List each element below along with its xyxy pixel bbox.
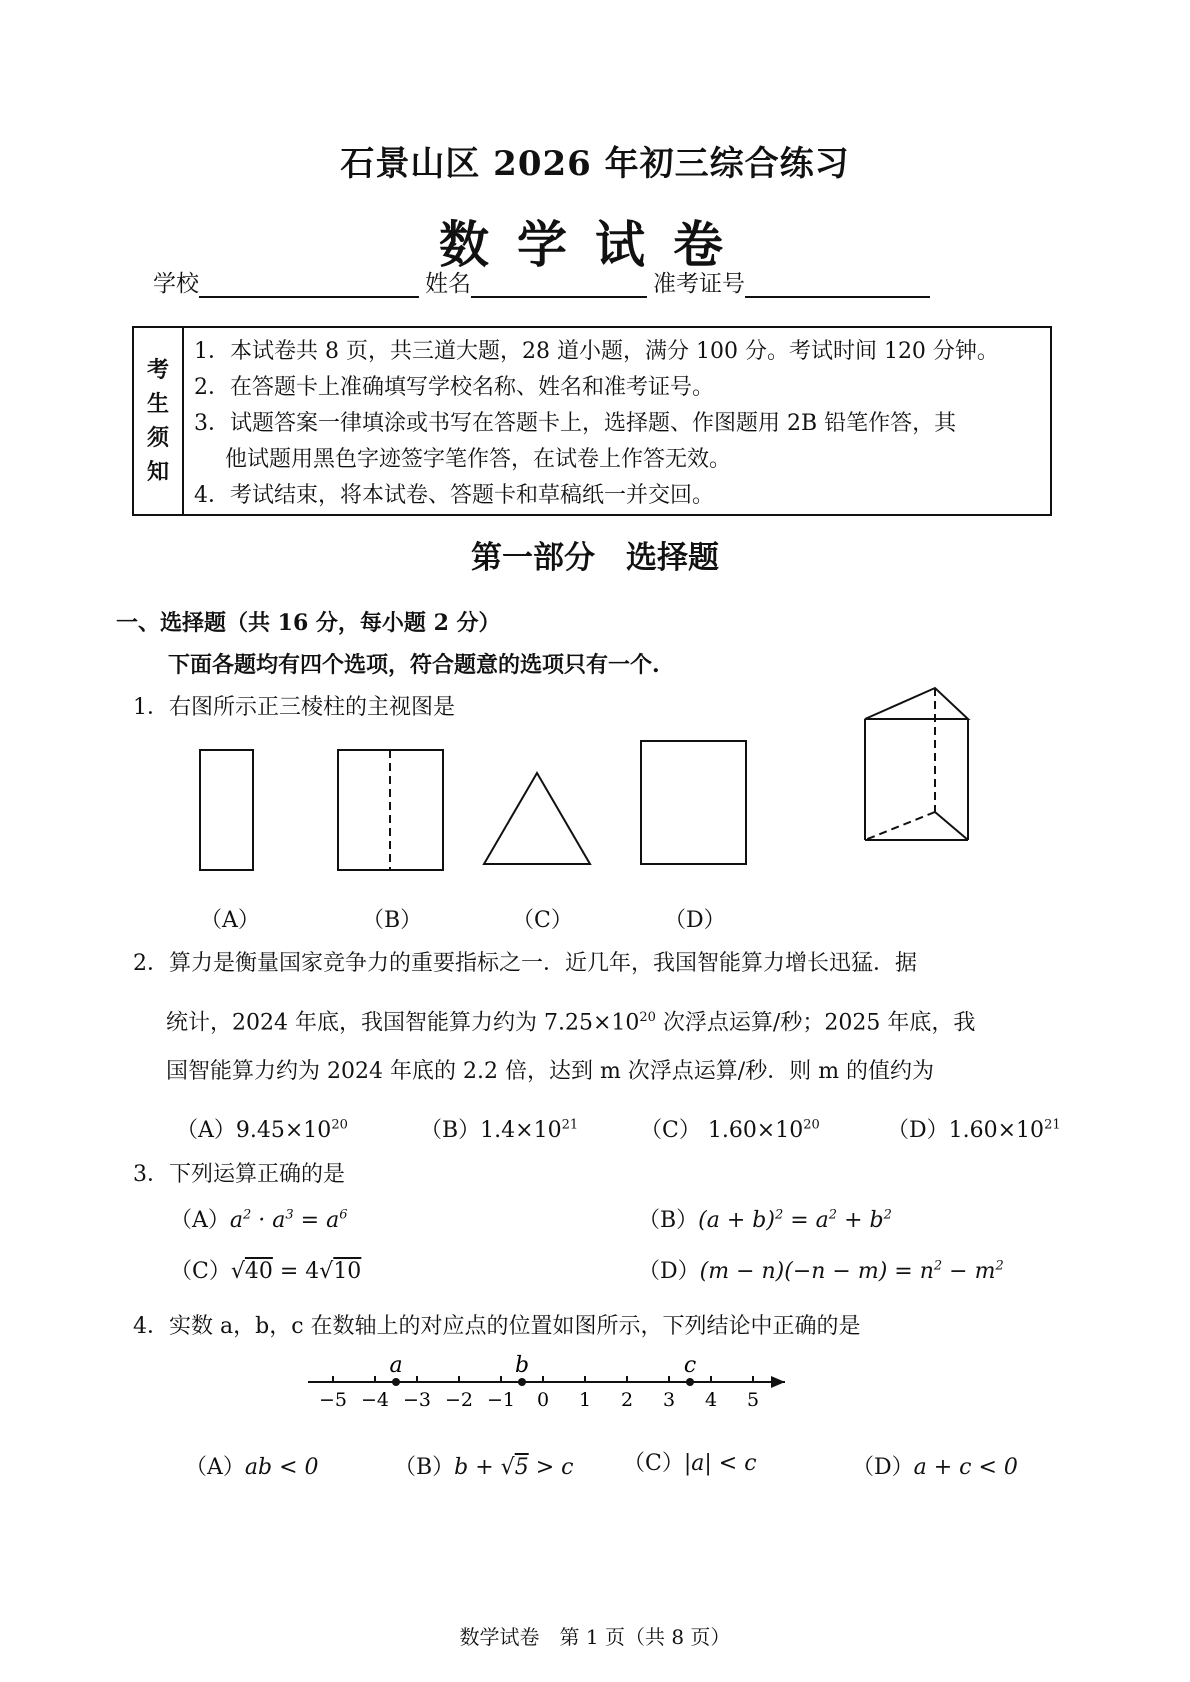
notice-side-char: 知 — [146, 459, 169, 485]
q3-option-a-expr: $a^2 \cdot a^3 = a^6$ — [229, 1207, 348, 1233]
q2-option-a — [176, 1113, 348, 1144]
q1-option-a: （A） — [200, 908, 260, 933]
q1-stem: 1．右图所示正三棱柱的主视图是 — [133, 695, 455, 720]
number-line-point-b — [518, 1378, 526, 1386]
exam-subtitle: 石景山区 2026 年初三综合练习 — [340, 144, 850, 184]
notice-item: 4．考试结束，将本试卷、答题卡和草稿纸一并交回。 — [194, 483, 714, 508]
school-field[interactable] — [199, 274, 419, 298]
q2-line-2-b: 次浮点运算/秒；2025 年底，我 — [655, 1010, 976, 1036]
number-line-tick-label: 3 — [662, 1389, 676, 1411]
q3-stem: 3．下列运算正确的是 — [133, 1162, 345, 1187]
notice-item: 1．本试卷共 8 页，共三道大题，28 道小题，满分 100 分。考试时间 120 分钟。 — [194, 339, 999, 364]
number-line-tick-label: 5 — [746, 1389, 760, 1411]
section-instruction: 下面各题均有四个选项，符合题意的选项只有一个. — [168, 652, 660, 678]
q1-option-c: （C） — [512, 908, 573, 933]
exam-title: 数学试卷 — [439, 215, 751, 274]
q2-line-2 — [166, 1004, 975, 1037]
q4-option-d — [852, 1450, 1018, 1481]
number-line-tick-label: −5 — [318, 1389, 348, 1411]
q1-option-d-shape — [641, 741, 746, 864]
q4-option-d-label: （D） — [852, 1455, 914, 1480]
q3-option-a — [170, 1203, 348, 1234]
section-heading: 一、选择题（共 16 分，每小题 2 分） — [116, 610, 501, 636]
notice-item: 3．试题答案一律填涂或书写在答题卡上，选择题、作图题用 2B 铅笔作答，其 — [194, 411, 957, 436]
q1-option-c-shape — [484, 773, 590, 864]
q3-option-d-expr: $(m - n)(-n - m) = n^2 - m^2$ — [699, 1258, 1004, 1284]
q4-option-a-label: （A） — [185, 1455, 245, 1480]
q2-option-a-exp: 20 — [331, 1117, 348, 1133]
notice-side-char: 生 — [146, 391, 169, 417]
triangular-prism-figure — [865, 688, 968, 840]
q4-option-c-expr: |a| < c — [683, 1451, 757, 1476]
q2-line-2-a: 统计，2024 年底，我国智能算力约为 7.25×10 — [166, 1010, 640, 1036]
q4-option-c-label: （C） — [623, 1451, 684, 1476]
page-footer: 数学试卷 第 1 页（共 8 页） — [459, 1625, 731, 1649]
exam-notice-box — [132, 326, 1052, 516]
q1-option-a-shape — [200, 750, 253, 870]
q2-option-d-text: （D）1.60×10 — [887, 1118, 1045, 1143]
number-line-tick-label: −4 — [360, 1389, 390, 1411]
q2-option-c-exp: 20 — [803, 1117, 820, 1133]
q2-line-2-exp: 20 — [639, 1010, 656, 1025]
q3-option-b-label: （B） — [638, 1208, 699, 1233]
number-line-tick-label: 4 — [704, 1389, 718, 1411]
q4-option-a — [185, 1450, 319, 1481]
q2-option-b — [420, 1113, 578, 1144]
number-line-tick-label: 0 — [536, 1389, 550, 1411]
q4-option-b-label: （B） — [394, 1455, 455, 1480]
number-line-tick-label: −3 — [402, 1389, 432, 1411]
q3-option-a-label: （A） — [170, 1208, 230, 1233]
number-line-tick-label: 1 — [578, 1389, 592, 1411]
number-line-point-label: b — [514, 1353, 530, 1378]
number-line-point-label: a — [389, 1353, 403, 1378]
number-line-tick-label: −2 — [444, 1389, 474, 1411]
notice-side-char: 考 — [146, 357, 169, 383]
exam-id-field[interactable] — [745, 274, 930, 298]
number-line-point-label: c — [683, 1353, 697, 1378]
q2-option-b-exp: 21 — [561, 1117, 579, 1133]
q2-line-1: 2．算力是衡量国家竞争力的重要指标之一．近几年，我国智能算力增长迅猛．据 — [133, 951, 917, 976]
q3-option-b — [638, 1203, 892, 1234]
student-info-row — [153, 265, 936, 298]
notice-items — [184, 328, 1050, 514]
q3-option-c-label: （C） — [170, 1259, 231, 1284]
name-field[interactable] — [471, 274, 647, 298]
q2-option-d — [887, 1113, 1061, 1144]
q4-option-a-expr: ab < 0 — [244, 1455, 319, 1480]
notice-side-label — [134, 328, 184, 514]
q2-option-b-text: （B）1.4×10 — [420, 1118, 562, 1143]
notice-item: 2．在答题卡上准确填写学校名称、姓名和准考证号。 — [194, 375, 714, 400]
q4-option-d-expr: a + c < 0 — [913, 1455, 1018, 1480]
q1-option-b-shape — [338, 750, 443, 870]
number-line-tick-label: −1 — [486, 1389, 516, 1411]
number-line-point-a — [392, 1378, 400, 1386]
q3-option-c-expr: √40 = 4√10 — [230, 1259, 362, 1284]
q3-option-d — [638, 1254, 1004, 1285]
q2-line-3: 国智能算力约为 2024 年底的 2.2 倍，达到 m 次浮点运算/秒．则 m 的值约为 — [166, 1059, 935, 1084]
q4-stem: 4．实数 a，b，c 在数轴上的对应点的位置如图所示，下列结论中正确的是 — [133, 1314, 861, 1339]
number-line-point-c — [686, 1378, 694, 1386]
q3-option-d-label: （D） — [638, 1259, 700, 1284]
number-line-arrow — [771, 1376, 785, 1388]
q3-option-c — [170, 1254, 361, 1285]
q4-option-c — [623, 1446, 757, 1477]
name-label: 姓名 — [425, 271, 471, 297]
q3-option-b-expr: $(a + b)^2 = a^2 + b^2$ — [698, 1207, 892, 1233]
notice-item: 他试题用黑色字迹签字笔作答，在试卷上作答无效。 — [225, 447, 732, 472]
q1-option-d: （D） — [664, 908, 726, 933]
q4-option-b-expr: b + √5 > c — [454, 1455, 574, 1480]
q1-option-b: （B） — [362, 908, 423, 933]
q4-option-b — [394, 1450, 573, 1481]
school-label: 学校 — [153, 271, 199, 297]
number-line-tick-label: 2 — [620, 1389, 634, 1411]
exam-id-label: 准考证号 — [653, 271, 745, 297]
q2-option-a-text: （A）9.45×10 — [176, 1118, 332, 1143]
q2-option-c-text: （C） 1.60×10 — [640, 1118, 804, 1143]
notice-side-char: 须 — [146, 425, 169, 451]
q2-option-c — [640, 1113, 820, 1144]
part-title: 第一部分 选择题 — [471, 540, 719, 576]
q2-option-d-exp: 21 — [1044, 1117, 1061, 1133]
